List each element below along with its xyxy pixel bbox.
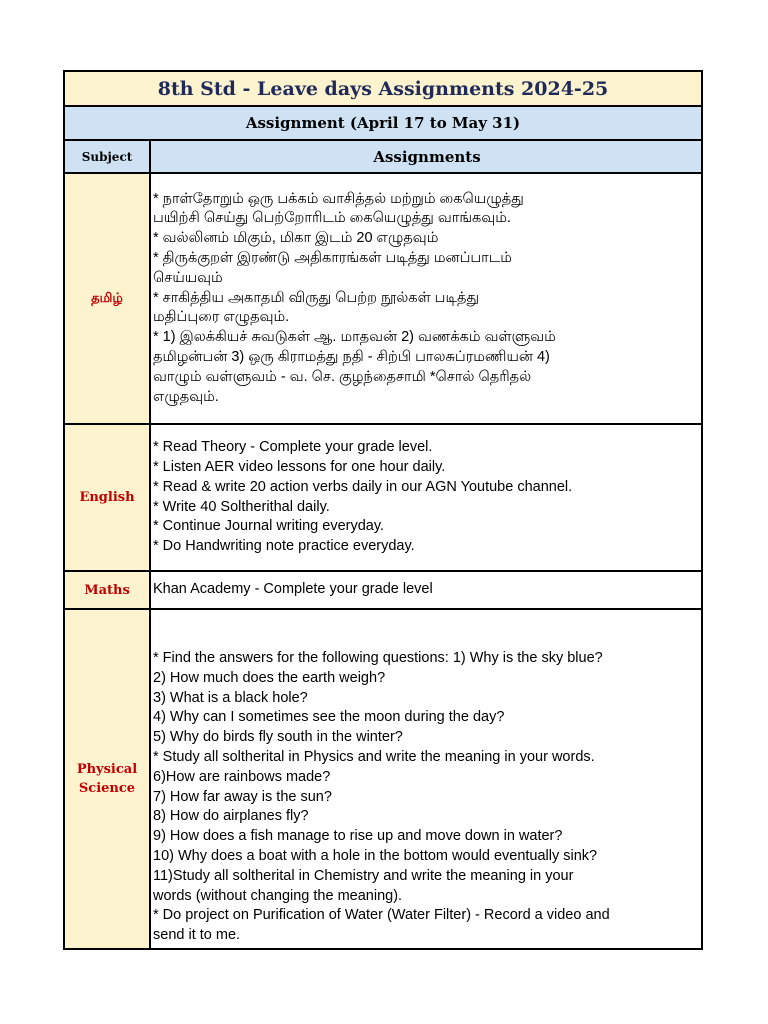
assignment-line: எழுதவும். xyxy=(153,388,219,405)
assignment-line: * Find the answers for the following questions: 1) Why is the sky blue? xyxy=(153,650,603,667)
subject-physical-science xyxy=(65,610,151,948)
page-title: 8th Std - Leave days Assignments 2024-25 xyxy=(65,72,701,107)
assignment-list xyxy=(153,649,610,946)
assignments-cell xyxy=(151,425,701,570)
assignment-line: * Listen AER video lessons for one hour daily. xyxy=(153,458,446,475)
subject-line: Physical xyxy=(76,762,138,777)
assignments-cell xyxy=(151,174,701,423)
assignment-line: * Write 40 Soltherithal daily. xyxy=(153,498,330,515)
assignments-header: Assignments xyxy=(151,141,701,172)
assignment-line: வாழும் வள்ளுவம் - வ. செ. குழந்தைசாமி *சொல் தெரிதல் xyxy=(153,368,532,385)
assignment-line: மதிப்புரை எழுதவும். xyxy=(153,309,290,326)
assignment-line: 10) Why does a boat with a hole in the bottom would eventually sink? xyxy=(153,848,598,865)
subject-line: Science xyxy=(78,781,136,796)
assignment-line: 9) How does a fish manage to rise up and move down in water? xyxy=(153,828,563,845)
assignment-line: 5) Why do birds fly south in the winter? xyxy=(153,729,403,746)
assignment-line: 11)Study all soltherital in Chemistry and write the meaning in your xyxy=(153,867,574,884)
assignment-line: தமிழன்பன் 3) ஒரு கிராமத்து நதி - சிற்பி பாலசுப்ரமணியன் 4) xyxy=(153,348,550,365)
assignment-line: 2) How much does the earth weigh? xyxy=(153,669,386,686)
assignment-line: send it to me. xyxy=(153,927,241,944)
assignment-line: பயிற்சி செய்து பெற்றோரிடம் கையெழுத்து வாங்கவும். xyxy=(153,210,511,227)
assignment-line: * சாகித்திய அகாதமி விருது பெற்ற நூல்கள் படித்து xyxy=(153,289,480,306)
assignment-line: * Do project on Purification of Water (Water Filter) - Record a video and xyxy=(153,907,610,924)
assignment-line: 6)How are rainbows made? xyxy=(153,768,331,785)
assignment-line: 8) How do airplanes fly? xyxy=(153,808,309,825)
assignment-table xyxy=(63,70,703,950)
assignment-line: * 1) இலக்கியச் சுவடுகள் ஆ. மாதவன் 2) வணக்கம் வள்ளுவம் xyxy=(153,329,556,346)
assignment-line: 3) What is a black hole? xyxy=(153,689,308,706)
assignment-line: 4) Why can I sometimes see the moon during the day? xyxy=(153,709,505,726)
assignment-line: * வல்லினம் மிகும், மிகா இடம் 20 எழுதவும் xyxy=(153,230,439,247)
subject-maths: Maths xyxy=(65,572,151,608)
assignment-line: * Read & write 20 action verbs daily in our AGN Youtube channel. xyxy=(153,478,573,495)
subject-english: English xyxy=(65,425,151,570)
assignment-line: Khan Academy - Complete your grade level xyxy=(153,581,433,598)
subject-tamil: தமிழ் xyxy=(65,174,151,423)
assignments-cell xyxy=(151,572,701,608)
assignment-list xyxy=(153,190,556,408)
assignment-line: * நாள்தோறும் ஒரு பக்கம் வாசித்தல் மற்றும் கையெழுத்து xyxy=(153,190,524,207)
table-row-tamil xyxy=(65,174,701,425)
assignment-line: * Study all soltherital in Physics and write the meaning in your words. xyxy=(153,749,595,766)
header-row xyxy=(65,141,701,174)
table-row-maths xyxy=(65,572,701,610)
assignment-line: * Continue Journal writing everyday. xyxy=(153,518,385,535)
assignments-cell xyxy=(151,610,701,948)
assignment-line: * Read Theory - Complete your grade level. xyxy=(153,439,433,456)
assignment-line: words (without changing the meaning). xyxy=(153,887,403,904)
assignment-list xyxy=(153,438,572,557)
table-row-physical-science xyxy=(65,610,701,948)
assignment-list xyxy=(153,580,433,600)
assignment-line: * திருக்குறள் இரண்டு அதிகாரங்கள் படித்து மனப்பாடம் xyxy=(153,250,512,266)
subject-header: Subject xyxy=(65,141,151,172)
assignment-period: Assignment (April 17 to May 31) xyxy=(65,107,701,141)
table-row-english xyxy=(65,425,701,572)
assignment-line: செய்யவும் xyxy=(153,269,223,286)
assignment-line: 7) How far away is the sun? xyxy=(153,788,332,805)
assignment-line: * Do Handwriting note practice everyday. xyxy=(153,538,415,555)
